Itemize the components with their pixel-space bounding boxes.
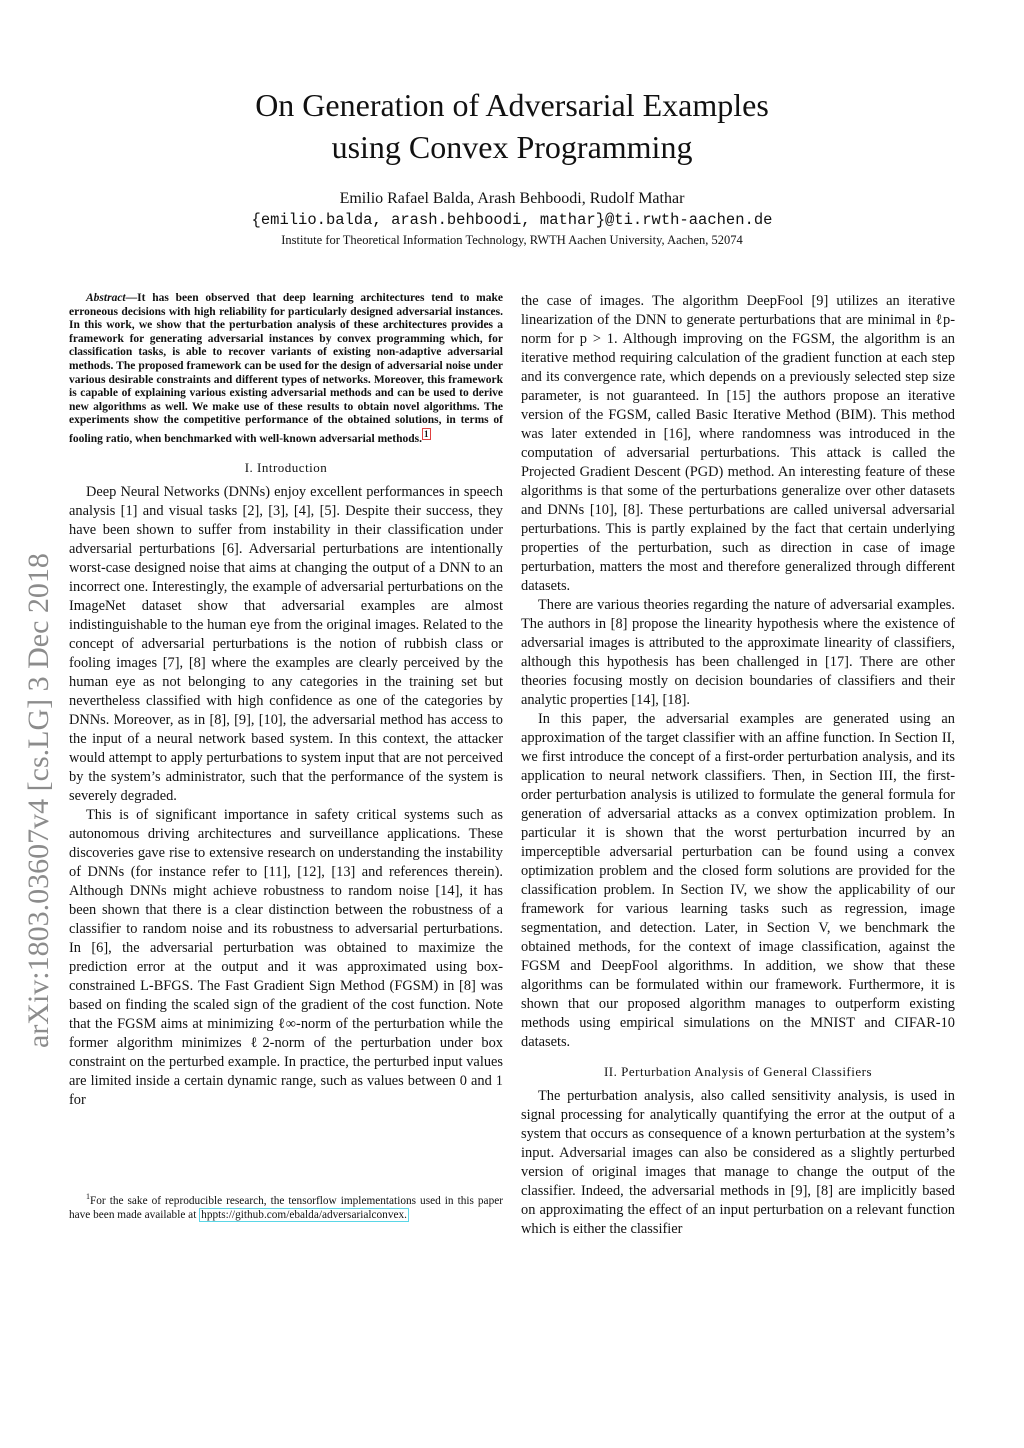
section2-paragraph-1: The perturbation analysis, also called sensitivity analysis, is used in signal processing for analytically quantifying the error at the output of a system that occurs as consequence of a known perturbation at the system’s input. Adversarial images can also be considered as a slightly perturbed version of original images that manage to change the output of the classifier. Indeed, the adversarial methods in [9], [8] are implicitly based on approximating the effect of an input perturbation on a relevant function which is either the classifier	[521, 1088, 955, 1237]
footnote	[69, 1190, 503, 1222]
footnote-marker: 1	[86, 1192, 90, 1201]
intro-paragraph-5: In this paper, the adversarial examples are generated using an approximation of the target classifier with an affine function. In Section II, we first introduce the concept of a first-order perturbation analysis, and its application to neural network classifiers. Then, in Section III, the first-order perturbation analysis is utilized to formulate the general formula for generation of adversarial attacks as a convex optimization problem. In particular it is shown that the worst perturbation incurred by an imperceptible adversarial perturbation can be found using a convex optimization problem and the closed form solutions are provided for the classification problem. In Section IV, we show the applicability of our framework for various learning tasks such as regression, image segmentation, and detection. Later, in Section V, we benchmark the obtained methods, for the context of image classification, against the FGSM and DeepFool algorithms. In addition, we show that these algorithms can be formulated within our framework. Furthermore, it is shown that our proposed algorithm manages to outperform existing methods using empirical simulations on the MNIST and CIFAR-10 datasets.	[521, 711, 955, 1050]
intro-paragraph-2: This is of significant importance in safety critical systems such as autonomous driving architectures and surveillance applications. These discoveries gave rise to extensive research on understanding the instability of DNNs (for instance refer to [11], [12], [13] and references therein). Although DNNs might achieve robustness to random noise [14], it has been shown that there is a clear distinction between the robustness of a classifier to random noise and its robustness to adversarial perturbations. In [6], the adversarial perturbation was obtained to maximize the prediction error at the output and it was approximated using box-constrained L-BFGS. The Fast Gradient Sign Method (FGSM) in [8] was based on finding the scaled sign of the gradient of the cost function. Note that the FGSM aims at minimizing ℓ∞-norm of the perturbation while the former algorithm minimizes ℓ2-norm of the perturbation under box constraint on the perturbed example. In practice, the perturbed input values are limited inside a certain dynamic range, such as values between 0 and 1 for	[69, 807, 503, 1109]
author-emails: {emilio.balda, arash.behboodi, mathar}@ti.rwth-aachen.de	[251, 211, 773, 229]
intro-paragraph-4: There are various theories regarding the nature of adversarial examples. The authors in [8] propose the linearity hypothesis where the existence of adversarial images is attributed to the approximate linearity of classifiers, although this hypothesis has been challenged in [17]. There are other theories focusing mostly on decision boundaries of classifiers and their analytic properties [14], [18].	[521, 597, 955, 708]
right-column	[521, 292, 955, 1239]
abstract	[69, 292, 503, 446]
affiliation: Institute for Theoretical Information Technology, RWTH Aachen University, Aachen, 52074	[281, 233, 743, 247]
title-line-2: using Convex Programming	[331, 129, 693, 165]
intro-paragraph-3: the case of images. The algorithm DeepFool [9] utilizes an iterative linearization of the DNN to generate perturbations that are minimal in ℓp-norm for p > 1. Although improving on the FGSM, the algorithm is an iterative method requiring calculation of the gradient function at each step and its convergence rate, which depends on a previously selected step size parameter, is not guaranteed. In [15] the authors propose an iterative version of the FGSM, called Basic Iterative Method (BIM). This method was later extended in [16], where randomness was introduced in the computation of adversarial perturbations. This attack is called the Projected Gradient Descent (PGD) method. An interesting feature of these algorithms is that some of the perturbations generalize over other datasets and DNNs [10], [8]. These perturbations are called universal adversarial perturbations. This is partly explained by the fact that certain underlying properties of the perturbation, such as direction in case of image perturbation, matters the most and therefore generalized through different datasets.	[521, 293, 955, 594]
intro-paragraph-1: Deep Neural Networks (DNNs) enjoy excellent performances in speech analysis [1] and visual tasks [2], [3], [4], [5]. Despite their success, they have been shown to suffer from instability in their classification under adversarial perturbations [6]. Adversarial perturbations are intentionally worst-case designed noise that aims at changing the output of a DNN to an incorrect one. Interestingly, the example of adversarial perturbations on the ImageNet dataset show that adversarial examples are almost indistinguishable to the human eye from the original images. Related to the concept of adversarial perturbations is the notion of rubbish class or fooling images [7], [8] where the examples are clearly perceived by the human eye as not belonging to any categories in the training set but nevertheless classified with high confidence as one of the categories by DNNs. Moreover, as in [8], [9], [10], the adversarial method has access to the input of a neural network based system. In this context, the attacker would attempt to apply perturbations to system input that are not perceived by the system’s administrator, such that the performance of the system is severely degraded.	[69, 484, 503, 805]
section-heading-introduction: I. Introduction	[244, 460, 328, 476]
arxiv-identifier-stamp: arXiv:1803.03607v4 [cs.LG] 3 Dec 2018	[22, 553, 55, 1048]
section-heading-perturbation-analysis: II. Perturbation Analysis of General Classifiers	[603, 1064, 873, 1079]
title-line-1: On Generation of Adversarial Examples	[255, 87, 769, 123]
paper-title	[150, 84, 874, 168]
left-column	[69, 292, 503, 1110]
abstract-text: —It has been observed that deep learning architectures tend to make erroneous decisions with high reliability for particularly designed adversarial instances. In this work, we show that the perturbation analysis of these architectures provides a framework for generating adversarial instances by convex programming which, for classification tasks, is able to recover variants of existing non-adaptive adversarial methods. The proposed framework can be used for the design of adversarial noise under various desirable constraints and different types of networks. Moreover, this framework is capable of explaining various existing adversarial methods and can be used to derive new algorithms as well. We make use of these results to obtain novel algorithms. The experiments show the competitive performance of the obtained solutions, in terms of fooling ratio, when benchmarked with well-known adversarial methods.	[69, 292, 503, 445]
abstract-label: Abstract	[86, 292, 126, 304]
abstract-footnote-marker[interactable]: 1	[424, 428, 429, 439]
footnote-text: For the sake of reproducible research, the tensorflow implementations used in this paper have been made available at	[69, 1194, 503, 1221]
footnote-repo-link[interactable]: hppts://github.com/ebalda/adversarialconvex.	[201, 1208, 407, 1221]
author-list: Emilio Rafael Balda, Arash Behboodi, Rudolf Mathar	[339, 190, 685, 207]
